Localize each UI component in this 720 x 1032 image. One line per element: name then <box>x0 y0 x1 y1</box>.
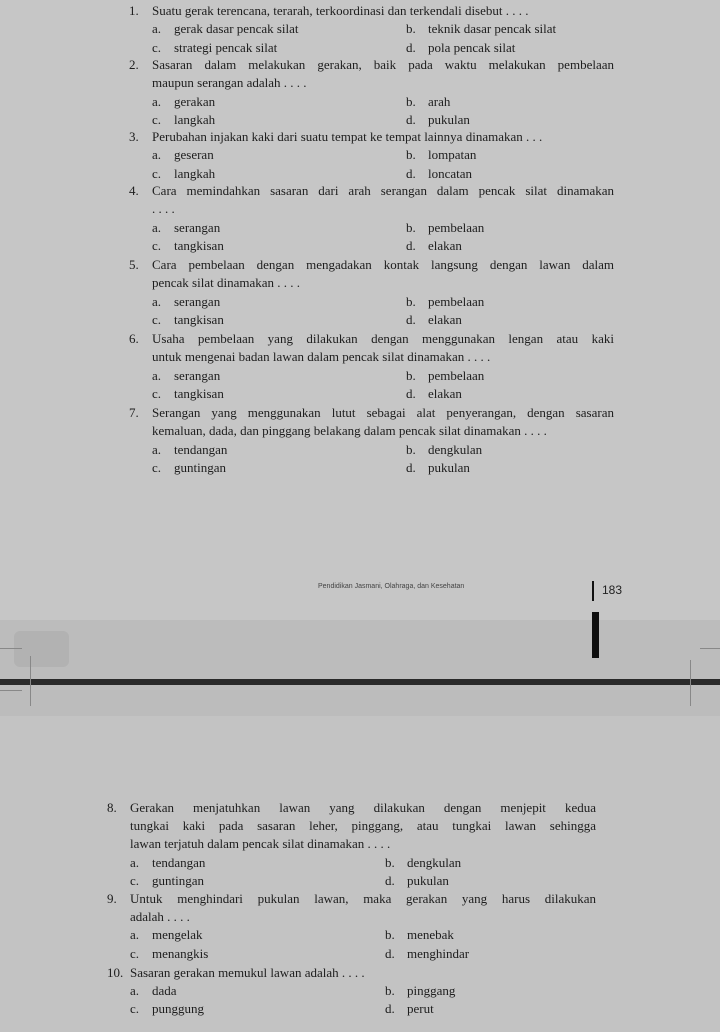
option-letter: c. <box>152 460 162 476</box>
option-text: pukulan <box>428 112 470 128</box>
crop-mark <box>30 656 31 706</box>
option-letter: d. <box>406 238 416 254</box>
answer-option-c[interactable] <box>130 872 204 890</box>
answer-option-a[interactable] <box>130 926 203 944</box>
option-text: dengkulan <box>407 854 462 870</box>
option-letter: b. <box>385 983 395 999</box>
option-text: elakan <box>428 312 462 328</box>
option-letter: d. <box>385 872 395 888</box>
question-text: . . . . <box>152 201 175 217</box>
option-text: serangan <box>174 219 221 235</box>
option-letter: d. <box>406 312 416 328</box>
question-text: Suatu gerak terencana, terarah, terkoordinasi dan terkendali disebut . . . . <box>152 3 529 18</box>
option-text: guntingan <box>152 872 204 888</box>
answer-option-b[interactable] <box>385 854 461 872</box>
option-text: pukulan <box>428 460 470 476</box>
option-letter: c. <box>152 165 162 181</box>
option-letter: c. <box>152 312 162 328</box>
option-letter: c. <box>130 945 140 961</box>
option-text: tendangan <box>152 854 206 870</box>
answer-option-c[interactable] <box>152 385 224 403</box>
option-letter: a. <box>152 219 162 235</box>
answer-option-b[interactable] <box>385 982 455 1000</box>
question-number: 3. <box>129 129 139 144</box>
question-number: 4. <box>129 183 139 198</box>
question-text: Serangan yang menggunakan lutut sebagai alat penyerangan, dengan sasaran <box>152 405 614 420</box>
question-text: Untuk menghindari pukulan lawan, maka gerakan yang harus dilakukan <box>130 891 596 906</box>
option-text: menebak <box>407 927 454 943</box>
answer-option-c[interactable] <box>152 39 277 57</box>
option-letter: b. <box>406 441 416 457</box>
answer-option-a[interactable] <box>152 20 299 38</box>
option-text: tangkisan <box>174 238 224 254</box>
question-number: 10. <box>107 965 124 980</box>
binding-line <box>0 679 720 685</box>
option-letter: a. <box>152 293 162 309</box>
answer-option-b[interactable] <box>406 293 484 311</box>
answer-option-b[interactable] <box>406 20 556 38</box>
option-text: loncatan <box>428 165 473 181</box>
option-text: guntingan <box>174 460 226 476</box>
question-text: Cara memindahkan sasaran dari arah serangan dalam pencak silat dinamakan <box>152 183 614 198</box>
answer-option-a[interactable] <box>152 293 220 311</box>
option-text: arah <box>428 93 451 109</box>
option-letter: d. <box>406 165 416 181</box>
answer-option-c[interactable] <box>152 311 224 329</box>
question-text: pencak silat dinamakan . . . . <box>152 275 301 291</box>
question-number: 8. <box>107 800 117 815</box>
question-number: 7. <box>129 405 139 420</box>
option-letter: c. <box>152 112 162 128</box>
option-text: pembelaan <box>428 219 485 235</box>
answer-option-d[interactable] <box>385 945 469 963</box>
option-text: gerak dasar pencak silat <box>174 21 299 37</box>
crop-mark <box>690 660 691 706</box>
option-letter: b. <box>406 147 416 163</box>
option-letter: a. <box>130 983 140 999</box>
option-text: pukulan <box>407 872 449 888</box>
question-text: Sasaran dalam melakukan gerakan, baik pada waktu melakukan pembelaan <box>152 57 614 72</box>
option-text: elakan <box>428 386 462 402</box>
option-letter: d. <box>385 945 395 961</box>
option-letter: d. <box>406 112 416 128</box>
option-text: dada <box>152 983 177 999</box>
answer-option-d[interactable] <box>406 237 462 255</box>
option-text: langkah <box>174 165 216 181</box>
answer-option-b[interactable] <box>406 93 450 111</box>
option-text: serangan <box>174 367 221 383</box>
option-letter: b. <box>406 367 416 383</box>
crop-mark <box>700 648 720 649</box>
option-text: gerakan <box>174 93 216 109</box>
option-letter: b. <box>406 93 416 109</box>
option-text: menghindar <box>407 945 470 961</box>
question-text: lawan terjatuh dalam pencak silat dinamakan . . . . <box>130 836 391 852</box>
answer-option-d[interactable] <box>406 111 470 129</box>
option-letter: d. <box>406 386 416 402</box>
answer-option-a[interactable] <box>152 93 215 111</box>
answer-option-a[interactable] <box>152 219 220 237</box>
book-title: Pendidikan Jasmani, Olahraga, dan Kesehatan <box>318 583 465 590</box>
option-text: pola pencak silat <box>428 39 516 55</box>
question-text: maupun serangan adalah . . . . <box>152 75 307 91</box>
question-text: Gerakan menjatuhkan lawan yang dilakukan dengan menjepit kedua <box>130 800 596 815</box>
option-letter: c. <box>152 386 162 402</box>
option-text: strategi pencak silat <box>174 39 278 55</box>
answer-option-d[interactable] <box>406 385 462 403</box>
option-letter: b. <box>385 927 395 943</box>
answer-option-a[interactable] <box>152 441 227 459</box>
question-text: Sasaran gerakan memukul lawan adalah . . . . <box>130 965 365 980</box>
crop-mark <box>0 648 22 649</box>
page-thumb-tab <box>14 631 69 667</box>
option-letter: b. <box>385 854 395 870</box>
option-letter: b. <box>406 21 416 37</box>
option-text: dengkulan <box>428 441 483 457</box>
answer-option-b[interactable] <box>385 926 454 944</box>
option-text: serangan <box>174 293 221 309</box>
page-number: 183 <box>602 583 623 597</box>
option-letter: b. <box>406 293 416 309</box>
option-text: lompatan <box>428 147 477 163</box>
page-edge-marker <box>592 612 599 658</box>
option-letter: c. <box>152 39 162 55</box>
option-letter: c. <box>130 872 140 888</box>
answer-option-a[interactable] <box>130 854 205 872</box>
question-number: 9. <box>107 891 117 906</box>
answer-option-a[interactable] <box>152 146 214 164</box>
option-text: teknik dasar pencak silat <box>428 21 557 37</box>
answer-option-b[interactable] <box>406 367 484 385</box>
option-letter: a. <box>152 441 162 457</box>
answer-option-a[interactable] <box>152 367 220 385</box>
option-letter: c. <box>130 1001 140 1017</box>
question-text: untuk mengenai badan lawan dalam pencak silat dinamakan . . . . <box>152 349 491 365</box>
question-number: 5. <box>129 257 139 272</box>
answer-option-d[interactable] <box>385 872 449 890</box>
question-text: Cara pembelaan dengan mengadakan kontak langsung dengan lawan dalam <box>152 257 614 272</box>
page-gap <box>0 620 720 716</box>
option-letter: b. <box>406 219 416 235</box>
question-text: Usaha pembelaan yang dilakukan dengan menggunakan lengan atau kaki <box>152 331 614 346</box>
question-number: 2. <box>129 57 139 72</box>
page-number-divider <box>592 581 594 601</box>
question-text: tungkai kaki pada sasaran leher, pinggang, atau tungkai lawan sehingga <box>130 818 596 834</box>
question-number: 6. <box>129 331 139 346</box>
answer-option-c[interactable] <box>152 111 215 129</box>
answer-option-d[interactable] <box>406 459 470 477</box>
option-letter: a. <box>152 147 162 163</box>
question-text: adalah . . . . <box>130 909 190 925</box>
answer-option-c[interactable] <box>130 945 208 963</box>
question-number: 1. <box>129 3 139 18</box>
option-text: perut <box>407 1001 434 1017</box>
answer-option-b[interactable] <box>406 441 482 459</box>
option-text: pembelaan <box>428 367 485 383</box>
question-text: Perubahan injakan kaki dari suatu tempat ke tempat lainnya dinamakan . . . <box>152 129 543 144</box>
answer-option-a[interactable] <box>130 982 177 1000</box>
option-text: pinggang <box>407 983 456 999</box>
question-text: kemaluan, dada, dan pinggang belakang dalam pencak silat dinamakan . . . . <box>152 423 547 439</box>
answer-option-d[interactable] <box>385 1000 434 1018</box>
answer-option-c[interactable] <box>130 1000 204 1018</box>
option-text: tangkisan <box>174 312 224 328</box>
option-text: mengelak <box>152 927 203 943</box>
option-text: tangkisan <box>174 386 224 402</box>
option-text: tendangan <box>174 441 228 457</box>
option-text: pembelaan <box>428 293 485 309</box>
option-letter: d. <box>406 460 416 476</box>
option-letter: d. <box>406 39 416 55</box>
answer-option-d[interactable] <box>406 39 515 57</box>
option-letter: a. <box>152 21 162 37</box>
page-184 <box>0 716 720 1032</box>
answer-option-c[interactable] <box>152 237 224 255</box>
option-letter: a. <box>152 367 162 383</box>
answer-option-b[interactable] <box>406 219 484 237</box>
crop-mark <box>0 690 22 691</box>
option-letter: c. <box>152 238 162 254</box>
option-text: punggung <box>152 1001 204 1017</box>
answer-option-d[interactable] <box>406 165 472 183</box>
answer-option-b[interactable] <box>406 146 476 164</box>
option-text: menangkis <box>152 945 209 961</box>
option-text: elakan <box>428 238 462 254</box>
option-letter: a. <box>152 93 162 109</box>
answer-option-d[interactable] <box>406 311 462 329</box>
option-letter: a. <box>130 854 140 870</box>
option-text: langkah <box>174 112 216 128</box>
answer-option-c[interactable] <box>152 459 226 477</box>
option-letter: a. <box>130 927 140 943</box>
option-letter: d. <box>385 1001 395 1017</box>
option-text: geseran <box>174 147 214 163</box>
answer-option-c[interactable] <box>152 165 215 183</box>
